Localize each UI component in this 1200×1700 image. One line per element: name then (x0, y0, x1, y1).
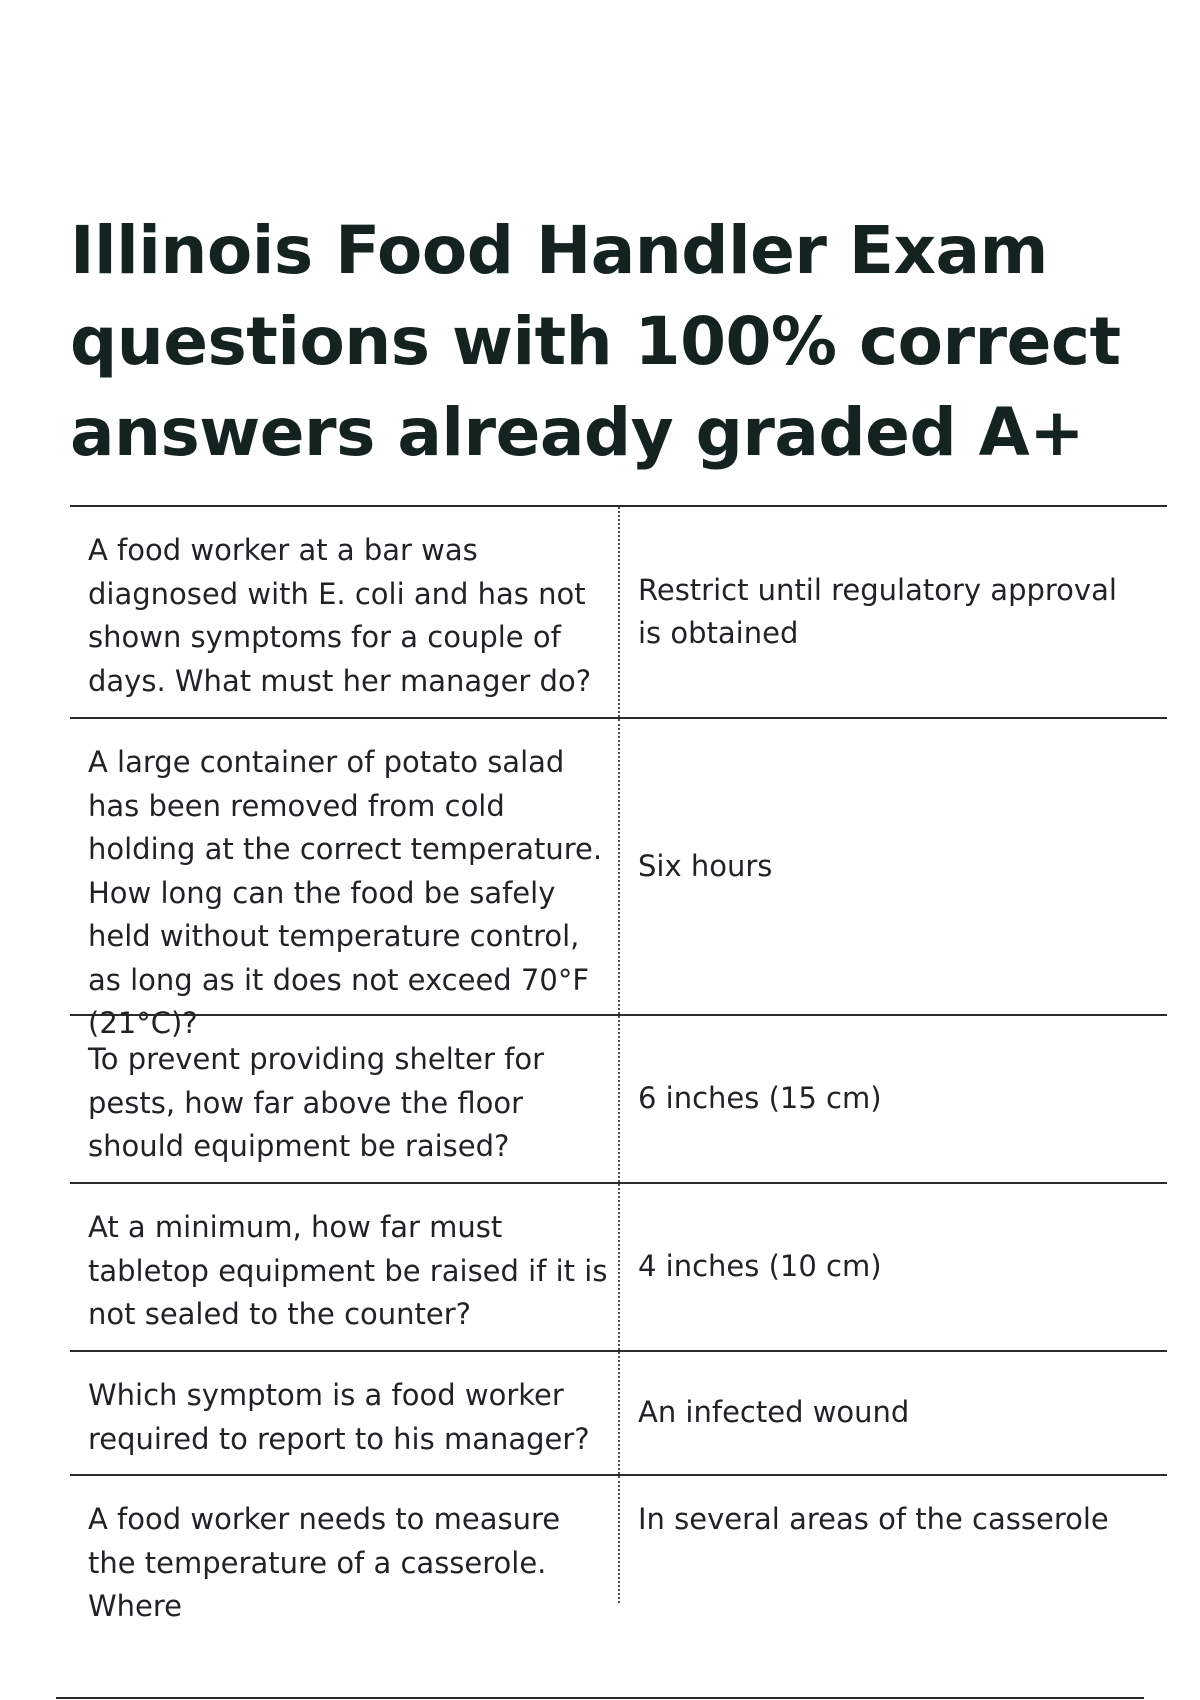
qa-row (70, 1184, 1167, 1352)
answer-label: 6 inches (15 cm) (638, 1081, 882, 1116)
qa-row (70, 1016, 1167, 1184)
qa-row (70, 1476, 1167, 1623)
qa-row (70, 719, 1167, 1040)
question-text: To prevent providing shelter for pests, how far above the floor should equipment be raised? (70, 1016, 620, 1182)
answer-text (620, 1184, 1167, 1350)
question-text: At a minimum, how far must tabletop equipment be raised if it is not sealed to the counter? (70, 1184, 620, 1350)
answer-label: 4 inches (10 cm) (638, 1249, 882, 1284)
question-text: A large container of potato salad has been removed from cold holding at the correct temperature. How long can the food be safely held without temperature control, as long as it does not exceed 70°F (21°C)? (70, 719, 620, 1014)
answer-label: An infected wound (638, 1395, 910, 1430)
question-text: Which symptom is a food worker required to report to his manager? (70, 1352, 620, 1474)
answer-text (620, 1016, 1167, 1182)
document-title: Illinois Food Handler Exam questions with 100% correct answers already graded A+ (70, 212, 1121, 471)
answer-text (620, 507, 1167, 717)
question-text: A food worker at a bar was diagnosed with E. coli and has not shown symptoms for a couple of days. What must her manager do? (70, 507, 620, 717)
answer-text (620, 1352, 1167, 1474)
qa-row (70, 507, 1167, 719)
question-text: A food worker needs to measure the temperature of a casserole. Where (70, 1476, 620, 1603)
answer-label: Six hours (638, 848, 773, 883)
answer-text (620, 1476, 1167, 1603)
answer-text (620, 719, 1167, 1014)
qa-table (70, 505, 1167, 1623)
answer-label: Restrict until regulatory approval is obtained (638, 572, 1117, 650)
answer-label: In several areas of the casserole (638, 1502, 1109, 1536)
page-bottom-rule (56, 1697, 1144, 1699)
qa-row (70, 1352, 1167, 1476)
